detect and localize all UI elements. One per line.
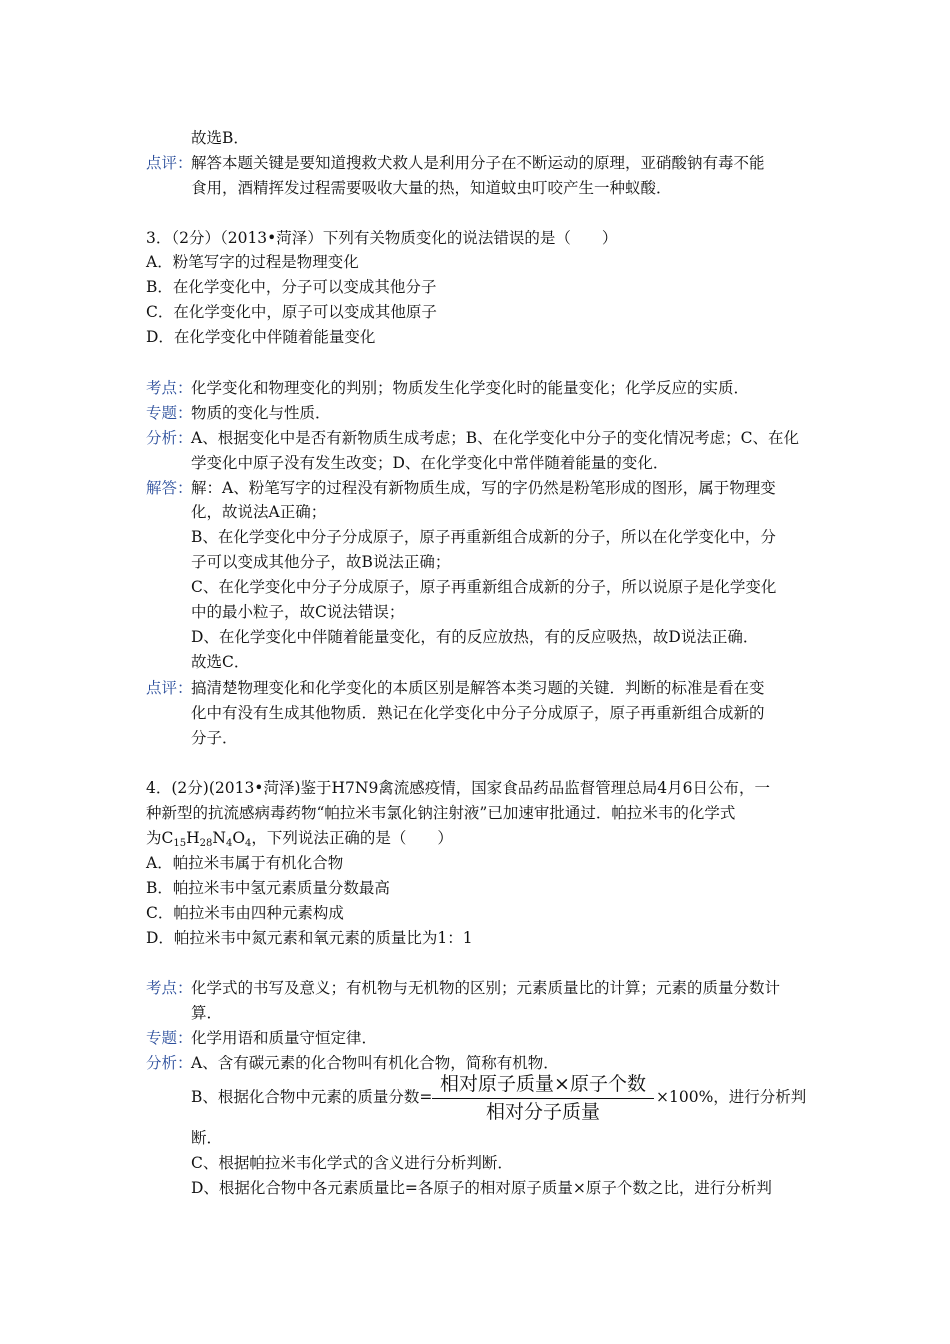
- q4-stem-line-1: 4．(2分)(2013•菏泽)鉴于H7N9禽流感疫情，国家食品药品监督管理总局4月6日公布，一: [146, 779, 771, 797]
- q3-zhuanti: 物质的变化与性质．: [191, 404, 331, 422]
- q4-option-d: D．帕拉米韦中氮元素和氧元素的质量比为1：1: [146, 929, 473, 947]
- q4-fenxi-line-1: A、含有碳元素的化合物叫有机化合物，简称有机物．: [191, 1054, 559, 1072]
- q3-option-b: B．在化学变化中，分子可以变成其他分子: [146, 278, 437, 296]
- q4-option-b: B．帕拉米韦中氢元素质量分数最高: [146, 879, 390, 897]
- q3-option-a: A．粉笔写字的过程是物理变化: [146, 253, 359, 271]
- q3-jieda-line-3: B、在化学变化中分子分成原子，原子再重新组合成新的分子，所以在化学变化中，分: [191, 528, 776, 546]
- q4-stem-line-3: 为$C_{15}H_{28}N_4O_4$，下列说法正确的是（ ）: [146, 829, 453, 849]
- q3-fenxi-line-1: A、根据变化中是否有新物质生成考虑；B、在化学变化中分子的变化情况考虑；C、在化: [191, 429, 799, 447]
- zhuanti-label: 专题：: [146, 1029, 193, 1047]
- zhuanti-label: 专题：: [146, 404, 193, 422]
- q3-jieda-line-2: 化，故说法A正确；: [191, 503, 327, 521]
- jieda-label: 解答：: [146, 479, 193, 497]
- q4-kaodian-line-1: 化学式的书写及意义；有机物与无机物的区别；元素质量比的计算；元素的质量分数计: [191, 979, 781, 997]
- q3-jieda-line-5: C、在化学变化中分子分成原子，原子再重新组合成新的分子，所以说原子是化学变化: [191, 578, 777, 596]
- q3-jieda-line-8: 故选C．: [191, 653, 250, 671]
- q3-jieda-line-4: 子可以变成其他分子，故B说法正确；: [191, 553, 451, 571]
- q4-fenxi-b-prefix: B、根据化合物中元素的质量分数=: [191, 1088, 433, 1106]
- q4-fenxi-b-line-2: 断．: [191, 1129, 223, 1147]
- q4-option-a: A．帕拉米韦属于有机化合物: [146, 854, 344, 872]
- mass-fraction-formula: [432, 1072, 654, 1122]
- fenxi-label: 分析：: [146, 429, 193, 447]
- q3-option-c: C．在化学变化中，原子可以变成其他原子: [146, 303, 437, 321]
- fenxi-label: 分析：: [146, 1054, 193, 1072]
- q4-kaodian-line-2: 算．: [191, 1004, 223, 1022]
- q3-option-d: D．在化学变化中伴随着能量变化: [146, 328, 376, 346]
- q3-comment-line-2: 化中有没有生成其他物质．熟记在化学变化中分子分成原子，原子再重新组合成新的: [191, 704, 765, 722]
- q4-stem-line-2: 种新型的抗流感病毒药物“帕拉米韦氯化钠注射液”已加速审批通过．帕拉米韦的化学式: [146, 804, 736, 822]
- kaodian-label: 考点：: [146, 979, 193, 997]
- fraction-bar: [432, 1098, 654, 1099]
- q3-comment-line-1: 搞清楚物理变化和化学变化的本质区别是解答本类习题的关键．判断的标准是看在变: [191, 679, 765, 697]
- q4-zhuanti: 化学用语和质量守恒定律．: [191, 1029, 378, 1047]
- formula-numerator: 相对原子质量×原子个数: [440, 1073, 646, 1095]
- q4-fenxi-b-suffix: ×100%，进行分析判: [656, 1088, 807, 1106]
- kaodian-label: 考点：: [146, 379, 193, 397]
- q3-jieda-line-7: D、在化学变化中伴随着能量变化，有的反应放热，有的反应吸热，故D说法正确．: [191, 628, 759, 646]
- comment-label: 点评：: [146, 154, 193, 172]
- comment-label: 点评：: [146, 679, 193, 697]
- formula-denominator: 相对分子质量: [485, 1101, 600, 1123]
- q2-comment-line-1: 解答本题关键是要知道搜救犬救人是利用分子在不断运动的原理，亚硝酸钠有毒不能: [191, 154, 765, 172]
- q3-kaodian: 化学变化和物理变化的判别；物质发生化学变化时的能量变化；化学反应的实质．: [191, 379, 750, 397]
- q3-comment-line-3: 分子．: [191, 729, 238, 747]
- q4-option-c: C．帕拉米韦由四种元素构成: [146, 904, 344, 922]
- q2-conclusion: 故选B．: [191, 129, 249, 147]
- q3-jieda-line-6: 中的最小粒子，故C说法错误；: [191, 603, 405, 621]
- q3-jieda-line-1: 解：A、粉笔写字的过程没有新物质生成，写的字仍然是粉笔形成的图形，属于物理变: [191, 479, 776, 497]
- q2-comment-line-2: 食用，酒精挥发过程需要吸收大量的热，知道蚊虫叮咬产生一种蚁酸．: [191, 179, 672, 197]
- q3-stem: 3．（2分）（2013•菏泽）下列有关物质变化的说法错误的是（ ）: [146, 229, 618, 247]
- q4-fenxi-c: C、根据帕拉米韦化学式的含义进行分析判断．: [191, 1154, 513, 1172]
- q3-fenxi-line-2: 学变化中原子没有发生改变；D、在化学变化中常伴随着能量的变化．: [191, 454, 669, 472]
- q4-fenxi-d: D、根据化合物中各元素质量比=各原子的相对原子质量×原子个数之比，进行分析判: [191, 1179, 772, 1197]
